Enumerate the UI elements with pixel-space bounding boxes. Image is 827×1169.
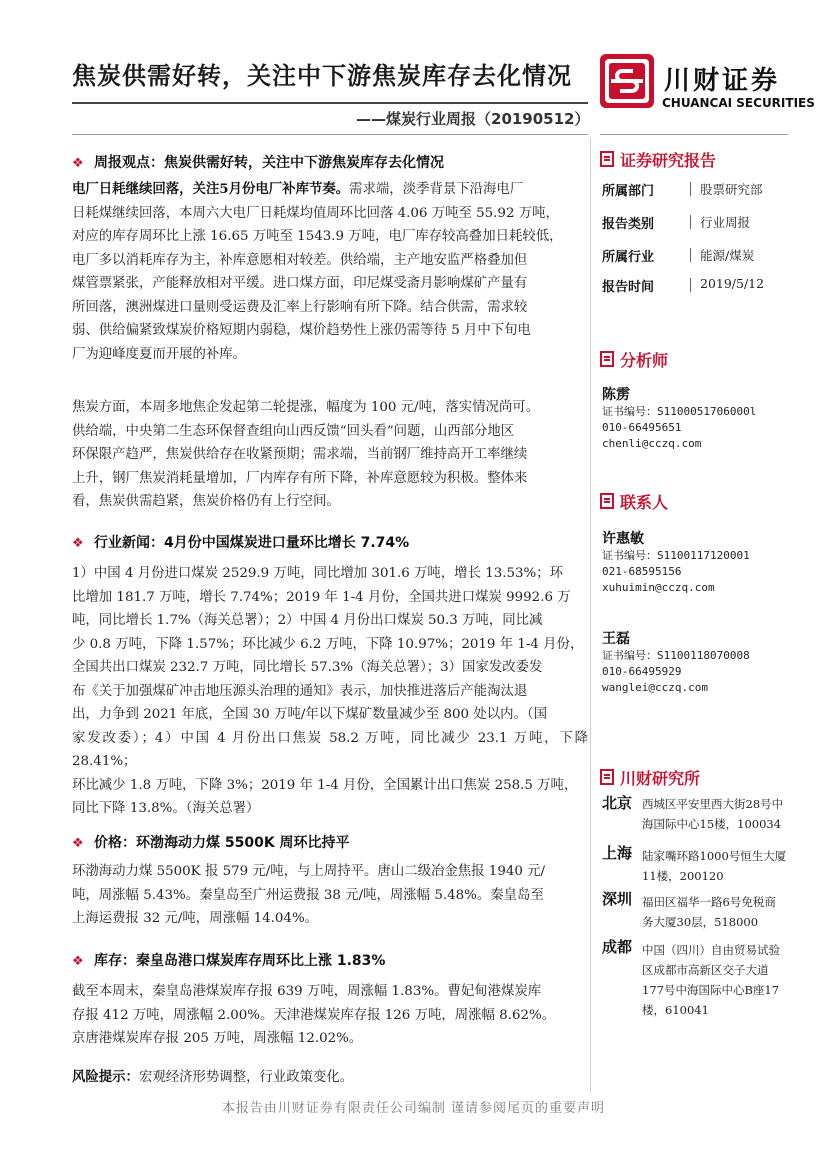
analyst-contact: 证书编号：S1100051706000l 010-66495651 chenli@cczq.com [602, 405, 757, 450]
section-heading-industry-news: ❖ 行业新闻：4月份中国煤炭进口量环比增长 7.74% [72, 535, 410, 551]
office-city: 上海 [602, 844, 633, 862]
diamond-bullet-icon: ❖ [72, 536, 84, 551]
info-label-industry: 所属行业 [602, 250, 655, 265]
report-subtitle: ——煤炭行业周报（20190512） [356, 110, 590, 128]
sidebar-heading-institute: 川财研究所 [600, 766, 700, 789]
info-value-industry: 能源/煤炭 [700, 248, 755, 263]
info-label-dept: 所属部门 [602, 184, 655, 199]
document-icon [600, 493, 614, 509]
sidebar-heading-report: 证券研究报告 [600, 148, 716, 171]
title-divider [72, 102, 588, 104]
info-separator [690, 215, 691, 229]
section-heading-weekly-view: ❖ 周报观点：焦炭供需好转，关注中下游焦炭库存去化情况 [72, 155, 444, 171]
office-city: 深圳 [602, 890, 633, 908]
logo-text-cn: 川财证券 [664, 66, 781, 96]
info-separator [690, 248, 691, 262]
paragraph-inventory: 截至本周末，秦皇岛港煤炭库存报 639 万吨，周涨幅 1.83%。曹妃甸港煤炭库 存报 412 万吨，周涨幅 2.00%。天津港煤炭库存报 126 万吨，周涨幅 8.62%。 京唐港煤炭库存报 205 万吨，周涨幅 12.02%。 [72, 984, 556, 1046]
left-divider [72, 134, 588, 135]
contact-name: 许惠敏 [602, 531, 644, 547]
office-address: 西城区平安里西大街28号中 海国际中心15楼，100034 [642, 797, 784, 831]
logo-text-en: CHUANCAI SECURITIES [662, 96, 815, 110]
office-address: 中国（四川）自由贸易试验 区成都市高新区交子大道 177号中海国际中心B座17 楼，610041 [642, 943, 780, 1017]
info-separator [690, 278, 691, 292]
sidebar-heading-contacts: 联系人 [600, 490, 668, 513]
diamond-bullet-icon: ❖ [72, 836, 84, 851]
document-icon [600, 769, 614, 785]
document-icon [600, 351, 614, 367]
document-icon [600, 151, 614, 167]
office-address: 陆家嘴环路1000号恒生大厦 11楼，200120 [642, 849, 787, 883]
contact-details: 证书编号：S1100118070008 010-66495929 wanglei@cczq.com [602, 649, 750, 694]
right-divider [600, 134, 788, 135]
paragraph-industry-news: 1）中国 4 月份进口煤炭 2529.9 万吨，同比增加 301.6 万吨，增长 13.53%；环 比增加 181.7 万吨，增长 7.74%；2019 年 1-4 月份，全国共进口煤炭 9992.6 万 吨，同比增长 1.7%（海关总署）；2）中国 4 月份出口煤炭 50.3 万吨，同比减 少 0.8 万吨，下降 1.57%；环比减少 6.2 万吨，下降 10.97%；2019 年 1-4 月份， 全国共出口煤炭 232.7 万吨，同比增长 57.3%（海关总署）；3）国家发改委发 布《关于加强煤矿冲击地压源头治理的通知》表示，加快推进落后产能淘汰退 出，力争到 2021 年底，全国 30 万吨/年以下煤矿数量减少至 800 处以内。（国 家发改委）；4）中国 4 月份出口焦炭 58.2 万吨，同比减少 23.1 万吨，下降 28.41%； 环比减少 1.8 万吨，下降 3%；2019 年 1-4 月份，全国累计出口焦炭 258.5 万吨， 同比下降 13.8%。（海关总署） [72, 566, 588, 816]
report-title: 焦炭供需好转，关注中下游焦炭库存去化情况 [72, 62, 572, 90]
footer-disclaimer: 本报告由川财证券有限责任公司编制 谨请参阅尾页的重要声明 [221, 1101, 606, 1116]
paragraph-price: 环渤海动力煤 5500K 报 579 元/吨，与上周持平。唐山二级冶金焦报 1940 元/ 吨，周涨幅 5.43%。秦皇岛至广州运费报 38 元/吨，周涨幅 5.48%。秦皇岛至 上海运费报 32 元/吨，周涨幅 14.04%。 [72, 864, 546, 926]
risk-warning: 风险提示：宏观经济形势调整，行业政策变化。 [72, 1069, 354, 1085]
analyst-name: 陈雳 [602, 387, 630, 403]
office-city: 北京 [602, 794, 633, 812]
column-divider [590, 138, 591, 1093]
diamond-bullet-icon: ❖ [72, 954, 84, 969]
chuancai-logo-icon [600, 54, 654, 108]
info-label-date: 报告时间 [602, 280, 655, 295]
info-value-date: 2019/5/12 [700, 276, 765, 291]
info-value-category: 行业周报 [700, 215, 751, 230]
contact-name: 王磊 [602, 631, 630, 647]
contact-details: 证书编号：S1100117120001 021-68595156 xuhuimin@cczq.com [602, 549, 750, 594]
info-separator [690, 182, 691, 196]
paragraph-coke: 焦炭方面，本周多地焦企发起第二轮提涨，幅度为 100 元/吨，落实情况尚可。 供给端，中央第二生态环保督查组向山西反馈“回头看”问题，山西部分地区 环保限产趋严，焦炭供给存在收紧预期；需求端，当前钢厂维持高开工率继续 上升，钢厂焦炭消耗量增加，厂内库存有所下降，补库意愿较为积极。整体来 看，焦炭供需趋紧，焦炭价格仍有上行空间。 [72, 400, 540, 509]
info-value-dept: 股票研究部 [700, 182, 763, 197]
office-address: 福田区福华一路6号免税商 务大厦30层，518000 [642, 895, 776, 929]
diamond-bullet-icon: ❖ [72, 156, 84, 171]
section-heading-price: ❖ 价格：环渤海动力煤 5500K 周环比持平 [72, 835, 350, 851]
info-label-category: 报告类别 [602, 217, 655, 232]
sidebar-heading-analyst: 分析师 [600, 348, 668, 371]
section-heading-inventory: ❖ 库存：秦皇岛港口煤炭库存周环比上涨 1.83% [72, 953, 386, 969]
office-city: 成都 [602, 938, 633, 956]
paragraph-power-plant: 电厂日耗继续回落，关注5月份电厂补库节奏。需求端，淡季背景下沿海电厂 日耗煤继续回落，本周六大电厂日耗煤均值周环比回落 4.06 万吨至 55.92 万吨， 对应的库存周环比上涨 16.65 万吨至 1543.9 万吨，电厂库存较高叠加日耗较低， 电厂多以消耗库存为主，补库意愿相对较差。供给端，主产地安监严格叠加但 煤管票紧张，产能释放相对平缓。进口煤方面，印尼煤受斋月影响煤矿产量有 所回落，澳洲煤进口量则受运费及汇率上行影响有所下降。结合供需，需求较 弱、供给偏紧致煤炭价格短期内弱稳，煤价趋势性上涨仍需等待 5 月中下旬电 厂为迎峰度夏而开展的补库。 [72, 181, 563, 362]
